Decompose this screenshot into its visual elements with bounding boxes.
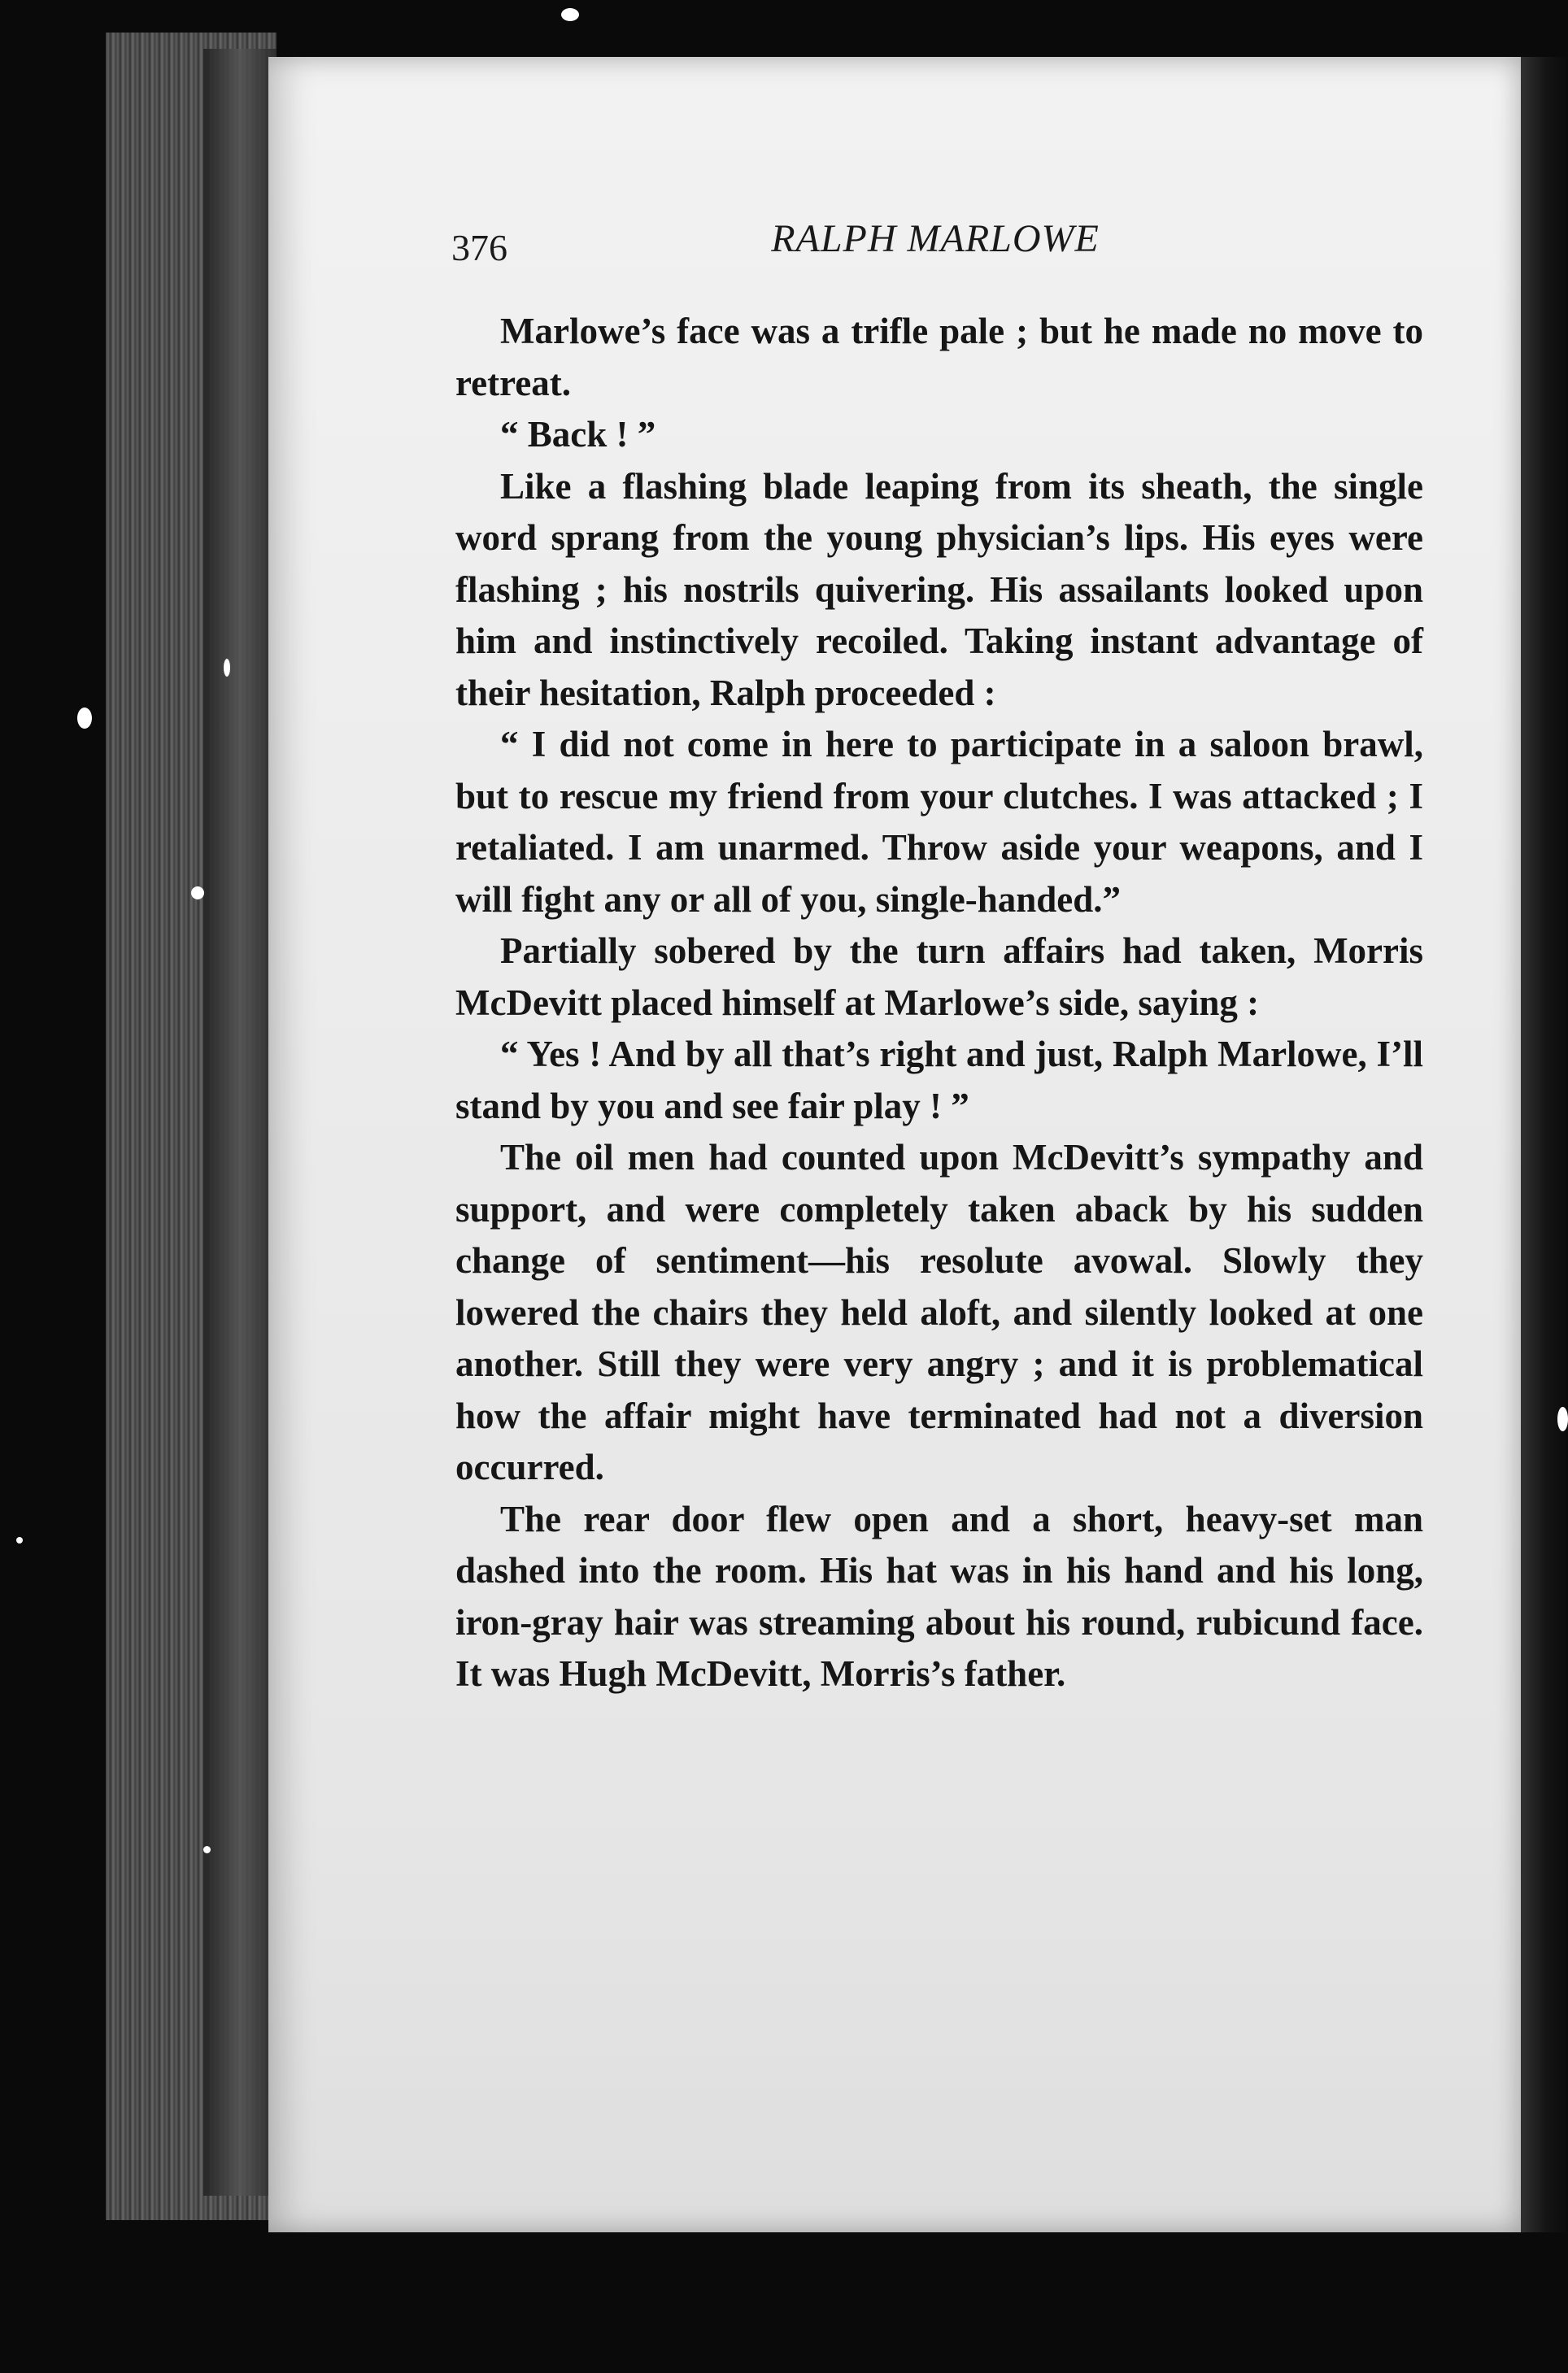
- running-title: RALPH MARLOWE: [771, 217, 1100, 260]
- dust-speck: [1557, 1407, 1568, 1431]
- book-page: [268, 57, 1521, 2232]
- paragraph: The rear door flew open and a short, heavy-set man dashed into the room. His hat was in his hand and his long, iron-gray hair was streaming about his round, rubicund face. It was Hugh McDevitt, Morris’s father.: [455, 1498, 1423, 1694]
- dust-speck: [561, 8, 579, 21]
- paragraph: “ Back ! ”: [500, 414, 656, 455]
- paragraph: The oil men had counted upon McDevitt’s sympathy and support, and were completely taken aback by his sudden change of sentiment—his resolute avowal. Slowly they lowered the chairs they held aloft, and silently looked at one another. Still they were very angry ; and it is problematical how the affair might have terminated had not a diversion occurred.: [455, 1137, 1423, 1487]
- page-gutter-shadow: [203, 49, 277, 2196]
- dust-speck: [77, 708, 92, 729]
- page-number: 376: [451, 227, 507, 268]
- paragraph: Partially sobered by the turn affairs had taken, Morris McDevitt placed himself at Marlowe’s side, saying :: [455, 930, 1423, 1023]
- dust-speck: [16, 1537, 23, 1544]
- dust-speck: [224, 659, 230, 677]
- paragraph: “ I did not come in here to participate in a saloon brawl, but to rescue my friend from your clutches. I was attacked ; I retaliated. I am unarmed. Throw aside your weapons, and I will fight any or all of you, single-handed.”: [455, 724, 1423, 920]
- paragraph: “ Yes ! And by all that’s right and just, Ralph Marlowe, I’ll stand by you and see fair play ! ”: [455, 1034, 1423, 1126]
- running-head: [451, 216, 1419, 273]
- dust-speck: [203, 1846, 211, 1853]
- body-text: [455, 306, 1423, 1700]
- paragraph: Like a flashing blade leaping from its sheath, the single word sprang from the young physician’s lips. His eyes were flashing ; his nostrils quivering. His assailants looked upon him and instinctively recoiled. Taking instant advantage of their hesitation, Ralph proceeded :: [455, 465, 1423, 713]
- right-page-edge: [1513, 57, 1568, 2232]
- paragraph: Marlowe’s face was a trifle pale ; but he made no move to retreat.: [455, 311, 1423, 403]
- dust-speck: [191, 886, 204, 899]
